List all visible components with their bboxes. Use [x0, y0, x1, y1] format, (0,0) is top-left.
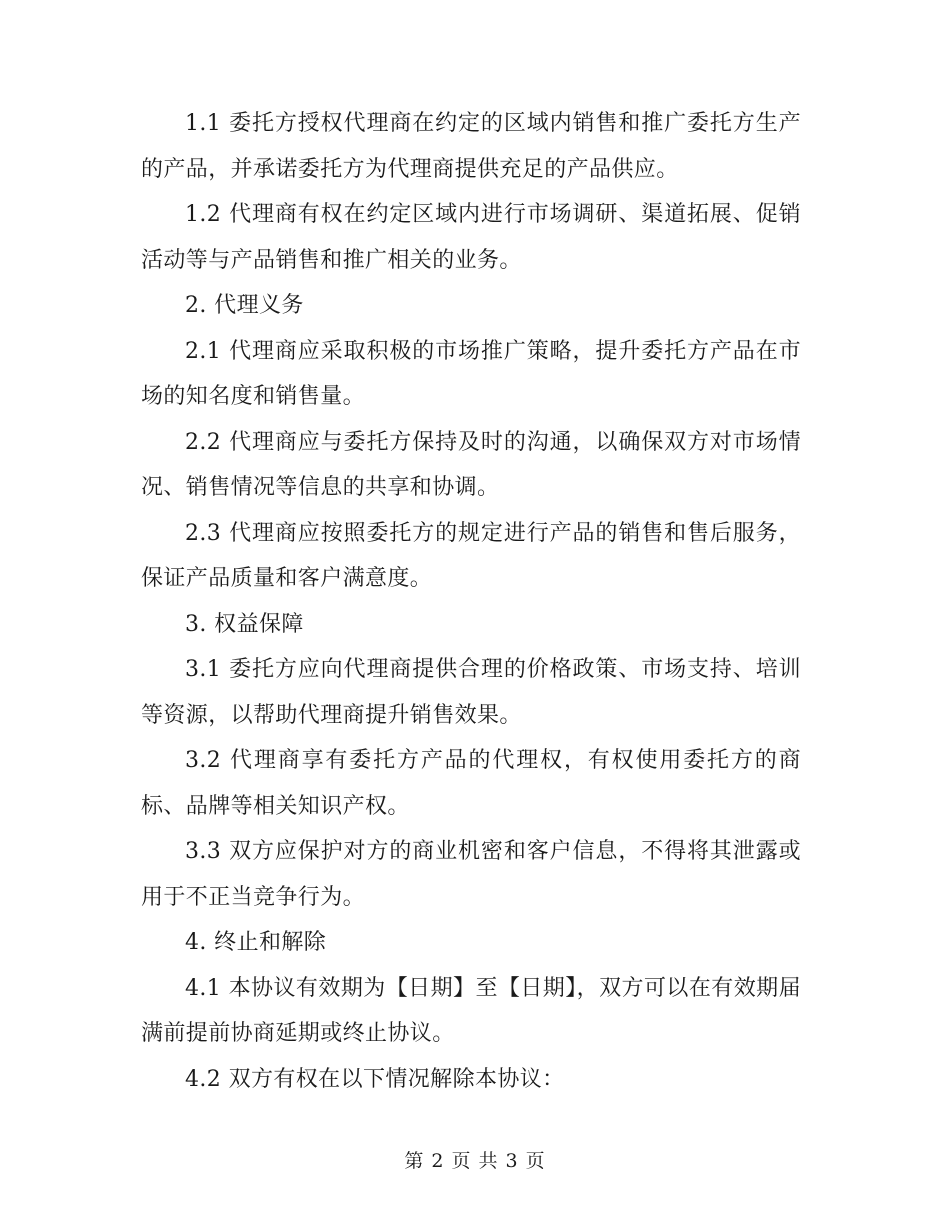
page-number-footer: 第 2 页 共 3 页: [404, 1150, 546, 1172]
clause-2-3: 2.3 代理商应按照委托方的规定进行产品的销售和售后服务，保证产品质量和客户满意度。: [141, 520, 801, 591]
clause-1-2: 1.2 代理商有权在约定区域内进行市场调研、渠道拓展、促销活动等与产品销售和推广相关的业务。: [141, 202, 801, 273]
section-heading-2: 2. 代理义务: [185, 293, 304, 318]
clause-1-1: 1.1 委托方授权代理商在约定的区域内销售和推广委托方生产的产品，并承诺委托方为代理商提供充足的产品供应。: [141, 111, 801, 182]
section-heading-4: 4. 终止和解除: [185, 930, 327, 955]
section-heading-3: 3. 权益保障: [185, 611, 304, 637]
clause-2-1: 2.1 代理商应采取积极的市场推广策略，提升委托方产品在市场的知名度和销售量。: [141, 338, 801, 409]
clause-4-1: 4.1 本协议有效期为【日期】至【日期】，双方可以在有效期届满前提前协商延期或终止协议。: [141, 975, 801, 1046]
clause-4-2: 4.2 双方有权在以下情况解除本协议：: [185, 1066, 565, 1092]
clause-2-2: 2.2 代理商应与委托方保持及时的沟通，以确保双方对市场情况、销售情况等信息的共享和协调。: [141, 429, 801, 500]
clause-3-3: 3.3 双方应保护对方的商业机密和客户信息，不得将其泄露或用于不正当竞争行为。: [141, 839, 801, 910]
clause-3-1: 3.1 委托方应向代理商提供合理的价格政策、市场支持、培训等资源，以帮助代理商提升销售效果。: [141, 657, 801, 728]
clause-3-2: 3.2 代理商享有委托方产品的代理权，有权使用委托方的商标、品牌等相关知识产权。: [141, 748, 801, 819]
document-body: [141, 101, 801, 1102]
